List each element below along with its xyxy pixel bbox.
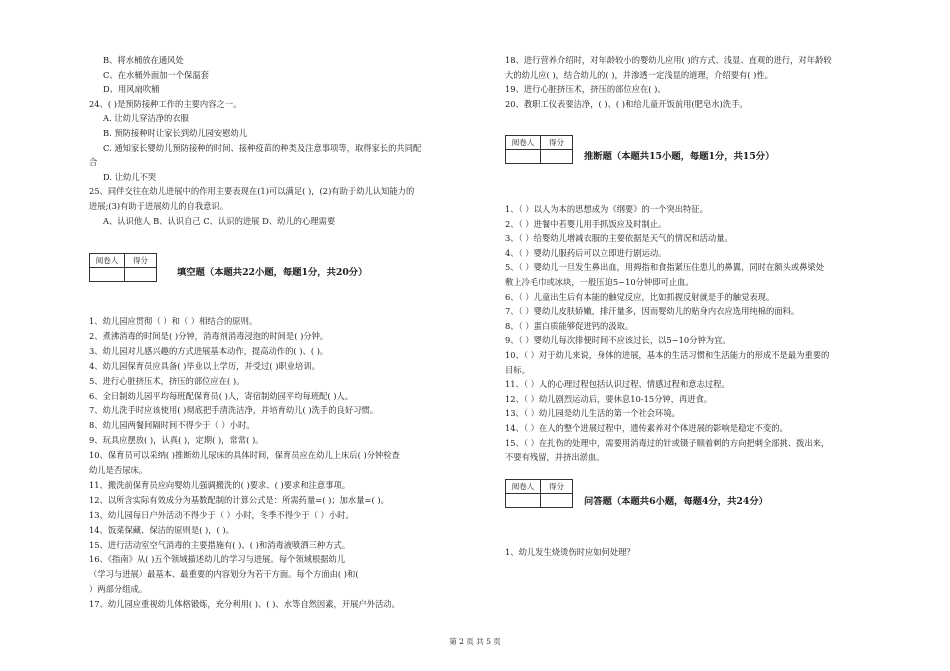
section-title-fill: 填空题（本题共22小题，每题1分，共20分） bbox=[177, 267, 368, 278]
score-label: 得分 bbox=[541, 136, 573, 150]
text-line: 13、幼儿园每日户外活动不得少于（ ）小时，冬季不得少于（ ）小时。 bbox=[89, 509, 354, 520]
reviewer-cell[interactable] bbox=[506, 150, 541, 164]
text-line: D. 让幼儿不哭 bbox=[103, 171, 157, 182]
text-line: B. 预防接种时让家长到幼儿园安慰幼儿 bbox=[103, 128, 248, 138]
text-line: 1、（ ）以人为本的思想成为《纲要》的一个突出特征。 bbox=[505, 204, 708, 214]
text-line: A. 让幼儿穿洁净的衣服 bbox=[103, 113, 189, 124]
text-line: 大的幼儿应( )，结合幼儿的( )，并渗透一定浅显的道理，介绍要有( )性。 bbox=[505, 69, 773, 80]
text-line: 16、《指南》从( )五个领域描述幼儿的学习与进展。每个领域根据幼儿 bbox=[89, 554, 346, 565]
text-line: C、在水桶外面加一个保温套 bbox=[103, 69, 209, 80]
text-line: B、将水桶放在通风处 bbox=[103, 55, 184, 65]
reviewer-cell[interactable] bbox=[506, 494, 541, 508]
text-line: 25、同伴交往在幼儿进展中的作用主要表现在(1)可以满足( )，(2)有助于幼儿认知能力的 bbox=[89, 186, 415, 197]
section-title-qa: 问答题（本题共6小题，每题4分，共24分） bbox=[584, 496, 768, 507]
text-line: 14、（ ）在人的整个进展过程中，遗传素养对个体进展的影响是稳定不变的。 bbox=[505, 423, 788, 433]
text-line: C. 通知家长婴幼儿预防接种的时间、接种疫苗的种类及注意事项等，取得家长的共同配 bbox=[103, 142, 422, 153]
text-line: 敷上冷毛巾或冰块，一般压迫5~10分钟即可止血。 bbox=[505, 277, 694, 287]
text-line: 幼儿是否尿床。 bbox=[89, 465, 148, 475]
text-line: 12、（ ）幼儿剧烈运动后，要休息10-15分钟，再进食。 bbox=[505, 393, 713, 404]
text-line: 5、进行心脏挤压术，挤压的部位应在( )。 bbox=[89, 375, 245, 386]
text-line: ）两部分组成。 bbox=[89, 584, 148, 595]
text-line: 8、（ ）蛋白质能够促进钙的汲取。 bbox=[505, 320, 634, 331]
score-box-judge bbox=[505, 135, 573, 164]
section-title-judge: 推断题（本题共15小题，每题1分，共15分） bbox=[584, 151, 775, 162]
score-label: 得分 bbox=[541, 480, 573, 494]
text-line: 7、（ ）婴幼儿皮肤娇嫩，排汗量多，因而婴幼儿的贴身内衣应选用纯棉的面料。 bbox=[505, 306, 800, 317]
score-box-qa bbox=[505, 479, 573, 508]
reviewer-label: 阅卷人 bbox=[506, 480, 541, 494]
text-line: 5、（ ）婴幼儿一旦发生鼻出血，用拇指和食指紧压住患儿的鼻翼，同时在额头或鼻梁处 bbox=[505, 262, 825, 273]
text-line: 8、幼儿园两餐间隔时间不得少于（ ）小时。 bbox=[89, 420, 255, 431]
text-line: 15、（ ）在扎伤的处理中，需要用消毒过的针或镊子顺着刺的方向把刺全部挑、拨出来， bbox=[505, 437, 830, 448]
text-line: 24、( )是预防接种工作的主要内容之一。 bbox=[89, 98, 242, 109]
text-line: A、认识他人 B、认识自己 C、认识的进展 D、幼儿的心理需要 bbox=[103, 215, 336, 226]
text-line: 15、进行活动室空气消毒的主要措施有( )、( )和消毒液喷洒三种方式。 bbox=[89, 539, 351, 550]
text-line: 6、全日制幼儿园平均每班配保育员( )人，寄宿制幼园平均每班配( )人。 bbox=[89, 390, 354, 401]
text-line: 18、进行营养介绍时，对年龄较小的婴幼儿应用( )的方式、浅显、直观的进行，对年龄较 bbox=[505, 55, 832, 65]
text-line: 3、幼儿园对儿感兴趣的方式进展基本动作，提高动作的( )、( )。 bbox=[89, 345, 329, 356]
text-line: 9、（ ）婴幼儿每次排便时间不应该过长，以5~10分钟为宜。 bbox=[505, 335, 731, 346]
score-cell[interactable] bbox=[541, 150, 573, 164]
text-line: 合 bbox=[89, 157, 98, 168]
text-line: 11、（ ）人的心理过程包括认识过程、情感过程和意志过程。 bbox=[505, 379, 730, 390]
text-line: 2、煮沸消毒的时间是( )分钟，消毒剂消毒浸泡的时间是( )分钟。 bbox=[89, 330, 329, 341]
text-line: 7、幼儿洗手时应该使用( )彻底把手清洗洁净，并培育幼儿( )洗手的良好习惯。 bbox=[89, 405, 379, 416]
text-line: 6、（ ）儿童出生后有本能的触觉反应，比如抓握反射就是手的触觉表现。 bbox=[505, 291, 775, 302]
text-line: 13、（ ）幼儿园是幼儿生活的第一个社会环境。 bbox=[505, 408, 680, 419]
text-line: （学习与进展）最基本、最重要的内容划分为若干方面。每个方面由( )和( bbox=[89, 569, 359, 580]
text-line: 进展;(3)有助于进展幼儿的自我意识。 bbox=[89, 201, 229, 211]
text-line: 19、进行心脏挤压术，挤压的部位应在( )。 bbox=[505, 84, 666, 95]
text-line: 20、教职工仪表要洁净，( )、( )和给儿童开饭前用(肥皂水)洗手。 bbox=[505, 98, 748, 109]
text-line: 2、（ ）进餐中若婴儿用手抓饭应及时制止。 bbox=[505, 218, 667, 229]
text-line: 不要有残留，并挤出淤血。 bbox=[505, 452, 605, 463]
text-line: 4、（ ）婴幼儿服药后可以立即进行剧运动。 bbox=[505, 247, 667, 258]
text-line: 10、保育员可以采纳( )推断幼儿尿床的具体时间，保育员应在幼儿上床后( )分钟检查 bbox=[89, 450, 400, 461]
score-cell[interactable] bbox=[125, 268, 157, 282]
reviewer-label: 阅卷人 bbox=[90, 254, 125, 268]
text-line: 1、幼儿园应贯彻（ ）和（ ）相结合的原则。 bbox=[89, 316, 258, 326]
text-line: 10、（ ）对于幼儿来说，身体的进展，基本的生活习惯和生活能力的形成不是最为重要的 bbox=[505, 350, 830, 360]
reviewer-cell[interactable] bbox=[90, 268, 125, 282]
score-label: 得分 bbox=[125, 254, 157, 268]
text-line: 12、以所含实际有效成分为基数配制的计算公式是：所需药量=( )；加水量=( )。 bbox=[89, 494, 389, 505]
reviewer-label: 阅卷人 bbox=[506, 136, 541, 150]
page-footer: 第 2 页 共 5 页 bbox=[449, 637, 501, 646]
text-line: 14、饭菜保藏、保洁的原则是( )，( )。 bbox=[89, 524, 234, 535]
score-cell[interactable] bbox=[541, 494, 573, 508]
text-line: 1、幼儿发生烧烫伤时应如何处理？ bbox=[505, 547, 635, 557]
text-line: 4、幼儿园保育员应具备( )毕业以上学历，并受过( )职业培训。 bbox=[89, 360, 320, 371]
text-line: 11、搬洗前保育员应向婴幼儿强调搬洗的( )要求、( )要求和注意事项。 bbox=[89, 479, 351, 490]
text-line: D、用风扇吹桶 bbox=[103, 84, 160, 95]
text-line: 9、玩具应摆放( )，认真( )，定期( )，常常( )。 bbox=[89, 435, 264, 446]
score-box-fill bbox=[89, 253, 157, 282]
text-line: 3、（ ）给婴幼儿增减衣服的主要依据是天气的情况和活动量。 bbox=[505, 233, 733, 244]
text-line: 目标。 bbox=[505, 364, 530, 375]
text-line: 17、幼儿园应重视幼儿体格锻炼，充分利用( )、( )、水等自然因素，开展户外活动。 bbox=[89, 599, 400, 610]
